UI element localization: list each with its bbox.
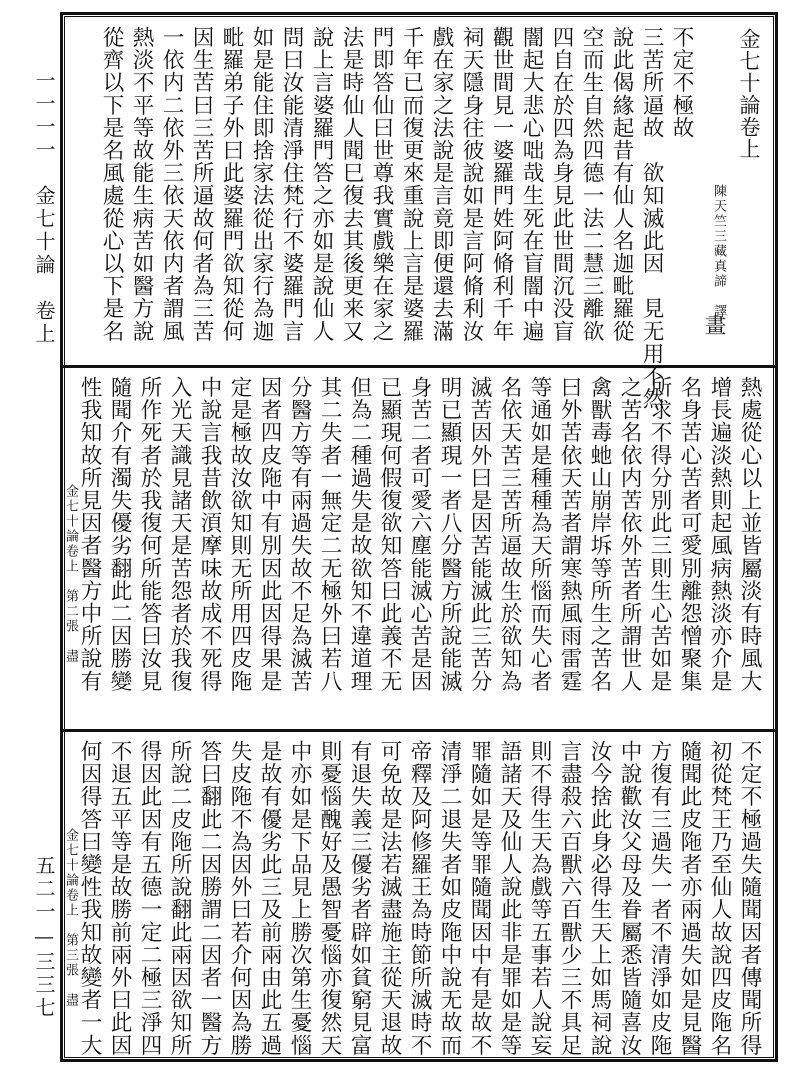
- text-column: 法是時仙人聞巳復去其後更来又: [339, 26, 364, 343]
- text-column: 四自在於四為身見此世間沉没盲: [549, 26, 574, 343]
- text-column: 明已顯現一者八分醫方所說能滅: [437, 376, 462, 693]
- text-column: 如是能住即捨家法從出家行為迦: [249, 26, 274, 343]
- text-column: 隨聞此皮陁者亦兩過失如是見醫: [677, 740, 702, 1057]
- text-column: 性我知故所見因者醫方中所說有: [77, 376, 102, 693]
- text-column: 是故有優劣此三及前兩由此五過: [257, 740, 282, 1057]
- text-column: 但為二種過失是故欲知不違道理: [347, 376, 372, 693]
- text-column: 有退失義三優劣者辟如貧窮見富: [347, 740, 372, 1057]
- text-column: 分醫方等有兩過失故不足為滅苦: [287, 376, 312, 693]
- text-column: 三苦所逼故 欲知滅此因 見无用不然: [639, 26, 664, 411]
- text-column: 方復有三過失一者不清淨如皮陁: [647, 740, 672, 1057]
- text-column: 曰外苦依天苦者謂寒熱風雨雷霆: [557, 376, 582, 693]
- text-column: 問曰汝能清淨住梵行不婆羅門言: [279, 26, 304, 343]
- text-column: 言盡殺六百獸六百獸少三不具足: [557, 740, 582, 1057]
- section-1: [68, 24, 770, 411]
- section-2: [63, 374, 770, 724]
- text-column: 增長遍淡熱則起風病熱淡亦介是: [707, 376, 732, 693]
- text-column: 則憂惱醜好及愚智憂惱亦復然天: [317, 740, 342, 1057]
- text-column: 滅苦因外曰是因苦能滅此三苦分: [467, 376, 492, 693]
- text-column: 從齊以下是名風處從心以下是名: [99, 26, 124, 343]
- text-column: 帝釋及阿修羅王為時節所滅時不: [407, 740, 432, 1057]
- left-margin: [2, 60, 58, 1060]
- text-column: 不定不極故: [669, 26, 694, 139]
- text-column: 入光天識見諸天是苦怨者於我復: [167, 376, 192, 693]
- page-number: 五二一—三三七: [32, 855, 56, 1020]
- text-column: 熱處從心以上並皆屬淡有時風大: [737, 376, 762, 693]
- text-column: 說此偈緣起昔有仙人名迦毗羅從: [609, 26, 634, 343]
- text-column: 不退五平等是故勝前兩外曰此因: [107, 740, 132, 1057]
- text-column: 空而生自然四德一法二慧三離欲: [579, 26, 604, 343]
- text-column: 祠天隱身往彼說如是言阿脩利汝: [459, 26, 484, 343]
- text-column: 所說二皮陁所說翻此兩因欲知所: [167, 740, 192, 1057]
- text-column: 戲在家之法說是言竟即便還去滿: [429, 26, 454, 343]
- text-column: 名依天苦三苦所逼故生於欲知為: [497, 376, 522, 693]
- text-column: 說上言婆羅門答之亦如是說仙人: [309, 26, 334, 343]
- text-column: 初從梵王乃至仙人故說四皮陁名: [707, 740, 732, 1057]
- text-column: 毗羅弟子外曰此婆羅門欲知從何: [219, 26, 244, 343]
- text-column: 定是極故汝欲知則无所用四皮陁: [227, 376, 252, 693]
- seal-character: 畫: [701, 314, 726, 337]
- text-column: 已顯現何假復欲知答曰此義不无: [377, 376, 402, 693]
- text-column: 禽獸毒虵山崩岸坼等所生之苦名: [587, 376, 612, 693]
- text-column: 罪隨如是等罪隨聞因中有是故不: [467, 740, 492, 1057]
- section-divider-1: [61, 365, 777, 368]
- text-column: 可免故是法若滅盡施主從天退故: [377, 740, 402, 1057]
- section-divider-2: [61, 729, 777, 732]
- text-column: 因生苦曰三苦所逼故何者為三苦: [189, 26, 214, 343]
- text-column: 所作死者於我復何所能答曰汝見: [137, 376, 162, 693]
- text-column: 身苦二者可愛六塵能滅心苦是因: [407, 376, 432, 693]
- text-column: 闇起大悲心咄哉生死在盲闇中遍: [519, 26, 544, 343]
- translator-credit: 陳天竺三藏真諦 譯: [711, 184, 726, 319]
- text-column: 之苦名依内苦依外苦者所謂世人: [617, 376, 642, 693]
- text-column: 因者四皮陁中有別因此因得果是: [257, 376, 282, 693]
- page-tag: 金七十論卷上 第二張 盡: [63, 484, 78, 664]
- text-column: 清淨二退失者如皮陁中說无故而: [437, 740, 462, 1057]
- text-column: 中亦如是下品見上勝次第生憂惱: [287, 740, 312, 1057]
- scripture-title: 金七十論卷上: [737, 28, 761, 160]
- text-column: 語諸天及仙人說此非是罪如是等: [497, 740, 522, 1057]
- section-3: [63, 738, 770, 1057]
- text-column: 一依内二依外三依天依内者謂風: [159, 26, 184, 343]
- text-column: 答曰翻此二因勝謂二因者一醫方: [197, 740, 222, 1057]
- text-column: 中說歡汝父母及眷屬悉皆隨喜汝: [617, 740, 642, 1057]
- text-column: 名身苦心苦者可愛別離怨憎聚集: [677, 376, 702, 693]
- text-column: 觀世間見一婆羅門姓阿脩利千年: [489, 26, 514, 343]
- text-column: 熱淡不平等故能生病苦如醫方說: [129, 26, 154, 343]
- text-column: 何因得答曰變性我知故變者一大: [77, 740, 102, 1057]
- text-column: 汝今捨此身必得生天上如馬祠說: [587, 740, 612, 1057]
- text-column: 失皮陁不為因外曰若介何因為勝: [227, 740, 252, 1057]
- text-column: 千年已而復更來重說上言是婆羅: [399, 26, 424, 343]
- text-column: 隨聞介有濁失優劣翻此二因勝變: [107, 376, 132, 693]
- text-column: 門即答仙曰世尊我實戲樂在家之: [369, 26, 394, 343]
- text-column: 其二失者一無定二无極外曰若八: [317, 376, 342, 693]
- text-column: 所求不得分別此三則生心苦如是: [647, 376, 672, 693]
- text-column: 得因此因有五德一定二極三淨四: [137, 740, 162, 1057]
- text-column: 等通如是種種為天所惱而失心者: [527, 376, 552, 693]
- text-column: 不定不極過失隨聞因者傳聞所得: [737, 740, 762, 1057]
- text-column: 則不得生天為戲等五事若人說妄: [527, 740, 552, 1057]
- running-head: 一一一一 金七十論 卷上: [32, 70, 56, 346]
- text-column: 中說言我昔飲湏摩味故成不死得: [197, 376, 222, 693]
- page-tag: 金七十論卷上 第三張 盡: [63, 828, 78, 1008]
